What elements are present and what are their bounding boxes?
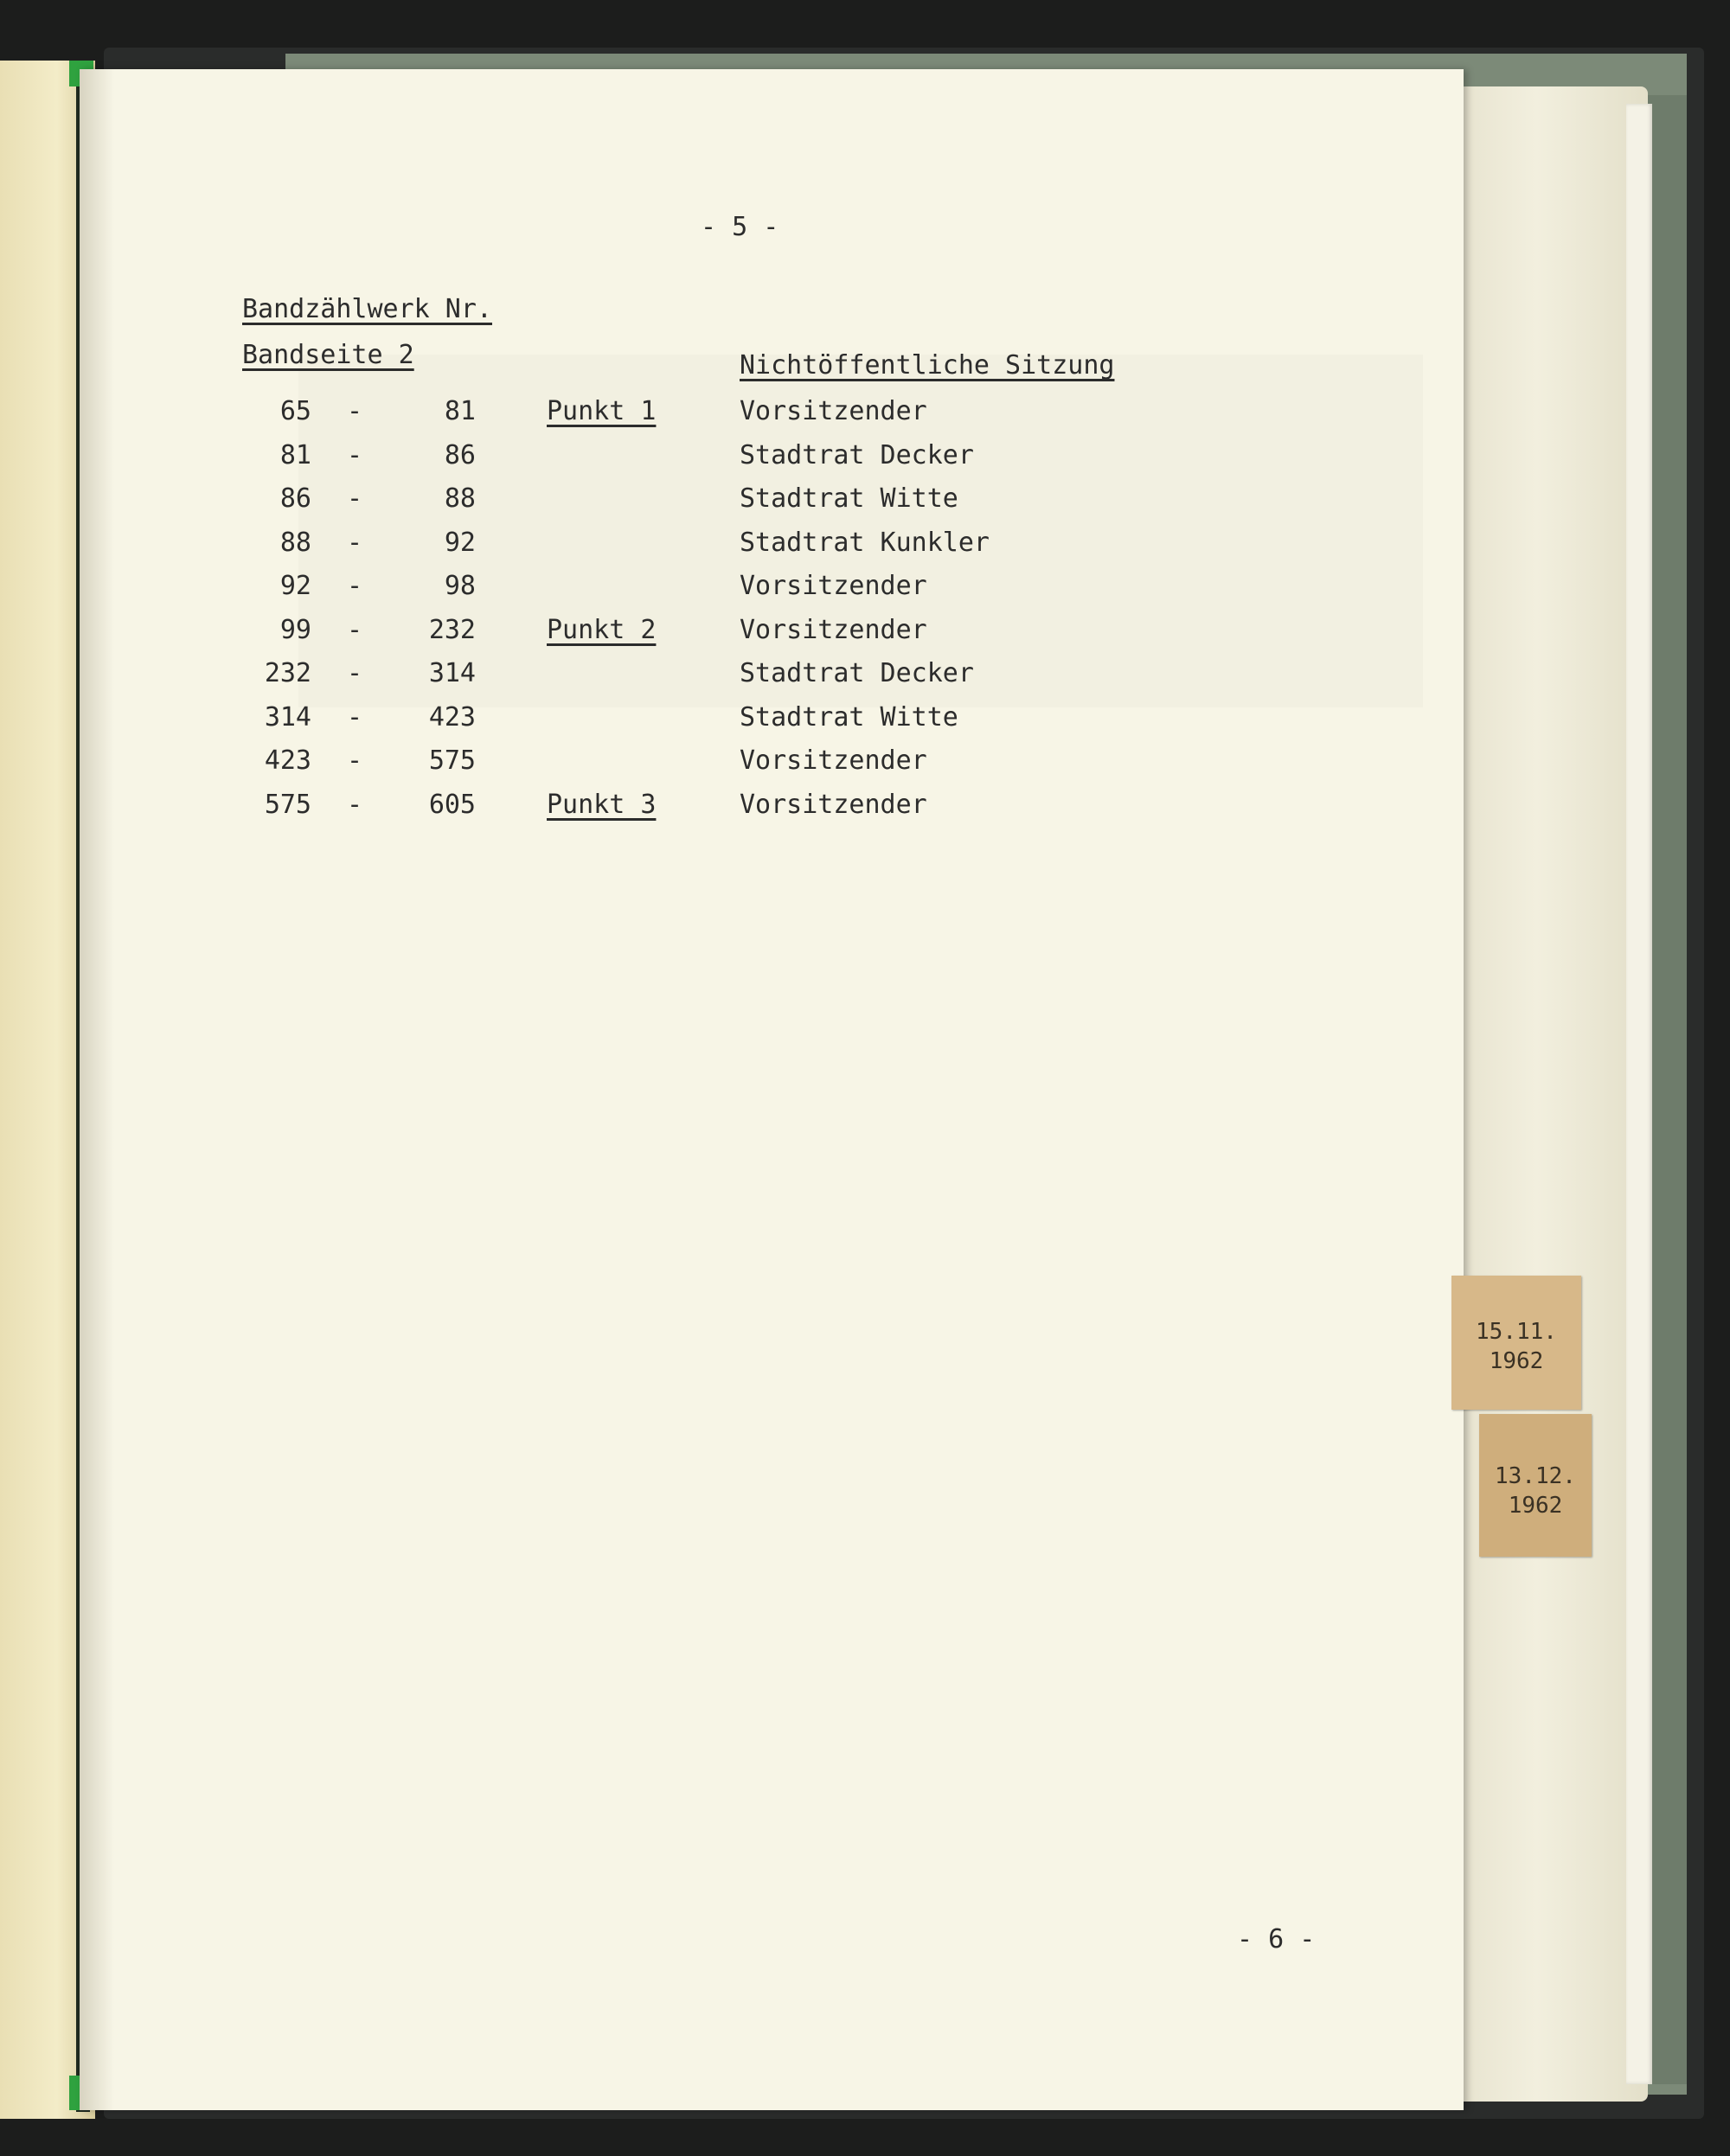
row-dash: - [346,614,363,645]
row-speaker: Stadtrat Decker [740,658,974,688]
row-dash: - [346,658,363,688]
row-speaker: Vorsitzender [740,571,927,601]
row-agenda-item: Punkt 3 [547,789,657,820]
row-speaker: Vorsitzender [740,789,927,820]
row-end-count: 88 [444,483,476,514]
row-dash: - [346,789,363,820]
row-start-count: 423 [264,745,311,776]
row-start-count: 92 [279,571,311,601]
row-start-count: 575 [264,789,311,820]
row-start-count: 314 [264,701,311,733]
row-dash: - [346,527,363,558]
date-tab-line1: 13.12. [1495,1463,1576,1489]
row-dash: - [346,571,363,601]
row-speaker: Stadtrat Kunkler [740,527,990,558]
page-stack-edge [1626,104,1652,2084]
row-start-count: 65 [279,396,311,426]
row-end-count: 86 [444,439,476,470]
page-number-footer: - 6 - [1237,1924,1316,1954]
row-start-count: 88 [279,527,311,558]
row-dash: - [346,701,363,733]
row-end-count: 314 [428,658,476,688]
section-heading: Nichtöffentliche Sitzung [740,350,1115,381]
row-start-count: 232 [264,658,311,688]
row-end-count: 81 [444,396,476,426]
row-speaker: Stadtrat Decker [740,439,974,470]
row-agenda-item: Punkt 2 [547,614,657,645]
page-number-header: - 5 - [701,212,779,242]
date-tab[interactable] [1451,1276,1581,1410]
row-start-count: 81 [279,439,311,470]
row-end-count: 92 [444,527,476,558]
row-end-count: 423 [428,701,476,733]
row-speaker: Vorsitzender [740,745,927,776]
row-speaker: Vorsitzender [740,614,927,645]
row-end-count: 232 [428,614,476,645]
date-tab-line2: 1962 [1508,1493,1563,1519]
band-side: Bandseite 2 [242,340,414,370]
date-tab[interactable] [1479,1414,1592,1557]
row-end-count: 605 [428,789,476,820]
row-dash: - [346,745,363,776]
row-speaker: Vorsitzender [740,396,927,426]
band-title: Bandzählwerk Nr. [242,294,492,324]
row-end-count: 575 [428,745,476,776]
page-stack [1462,86,1648,2102]
date-tab-line2: 1962 [1489,1348,1544,1374]
row-dash: - [346,439,363,470]
row-dash: - [346,483,363,514]
row-speaker: Stadtrat Witte [740,483,958,514]
page-gutter-shadow [80,69,114,2110]
date-tab-line1: 15.11. [1476,1319,1557,1345]
row-end-count: 98 [444,571,476,601]
row-agenda-item: Punkt 1 [547,396,657,426]
row-speaker: Stadtrat Witte [740,701,958,733]
row-dash: - [346,396,363,426]
row-start-count: 99 [279,614,311,645]
row-start-count: 86 [279,483,311,514]
